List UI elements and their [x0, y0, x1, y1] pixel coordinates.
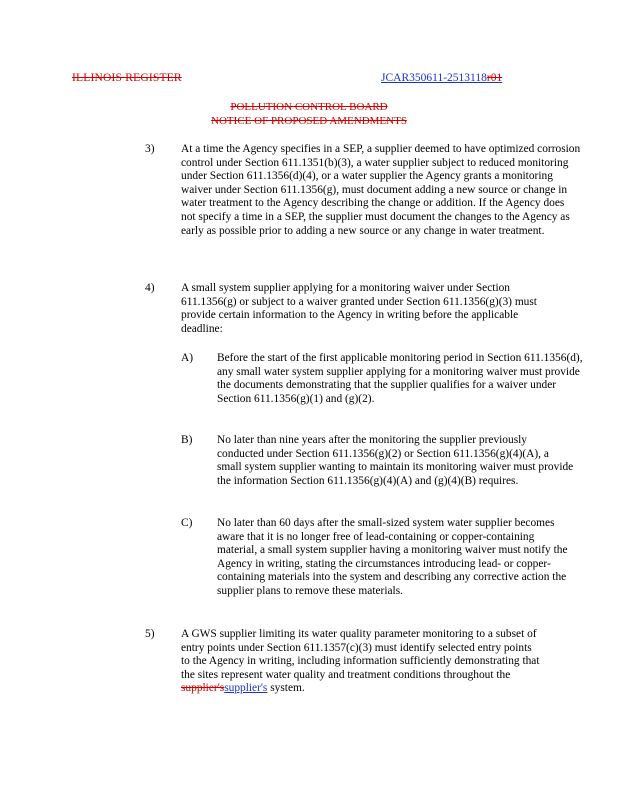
- subsection-text: No later than nine years after the monitoring the supplier previously conducted under Section 611.1356(g)(2) or Section 611.1356(g)(4)(A), a small system supplier wanting to maintain its monitoring waiver must provide the information Section 611.1356(g)(4)(A) and (g)(4)(B) requires.: [217, 434, 574, 487]
- subsection-text-b: system.: [267, 682, 305, 695]
- register-header: ILLINOIS REGISTER: [72, 72, 182, 84]
- notice-title: NOTICE OF PROPOSED AMENDMENTS: [211, 115, 407, 127]
- jcar-code: [381, 72, 502, 84]
- deleted-text: supplier's: [181, 682, 225, 695]
- subsection-text: A small system supplier applying for a monitoring waiver under Section 611.1356(g) or subject to a waiver granted under Section 611.1356(g)(3) must provide certain information to the Agency in writing before the applicable deadline:: [181, 282, 537, 335]
- subsection-number: 4): [145, 282, 155, 294]
- subsection-text: No later than 60 days after the small-sized system water supplier becomes aware that it is no longer free of lead-containing or copper-containing material, a small system supplier having a monitoring waiver must notify the Agency in writing, stating the circumstances introducing lead- or copper-containing materials into the system and describing any corrective action the supplier plans to remove these materials.: [217, 517, 568, 597]
- subsection-text: At a time the Agency specifies in a SEP, a supplier deemed to have optimized corrosion control under Section 611.1351(b)(3), a water supplier subject to reduced monitoring under Section 611.1356(d)(4), or a water supplier the Agency grants a monitoring waiver under Section 611.1356(g), must document adding a new source or change in water treatment to the Agency describing the change or addition. If the Agency does not specify a time in a SEP, the supplier must document the changes to the Agency as early as possible prior to adding a new source or any change in water treatment.: [181, 143, 581, 237]
- subsection-text: Before the start of the first applicable monitoring period in Section 611.1356(d), any small water system supplier applying for a monitoring waiver must provide the documents demonstrating that the supplier qualifies for a waiver under Section 611.1356(g)(1) and (g)(2).: [217, 352, 583, 405]
- jcar-code-deleted: r01: [486, 72, 503, 84]
- subsection-letter: A): [181, 352, 194, 364]
- inserted-text: supplier's: [224, 682, 268, 695]
- subsection-number: 5): [145, 628, 155, 640]
- subsection-text-a: A GWS supplier limiting its water quality parameter monitoring to a subset of entry points under Section 611.1357(c)(3) must identify selected entry points to the Agency in writing, including information sufficiently demonstrating that the sites represent water quality and treatment conditions throughout the: [181, 628, 540, 681]
- subsection-letter: B): [181, 434, 193, 446]
- jcar-code-inserted: JCAR350611-2513118: [381, 72, 487, 84]
- board-title: POLLUTION CONTROL BOARD: [230, 101, 388, 113]
- subsection-number: 3): [145, 143, 155, 155]
- subsection-text: [181, 628, 543, 696]
- subsection-letter: C): [181, 517, 193, 529]
